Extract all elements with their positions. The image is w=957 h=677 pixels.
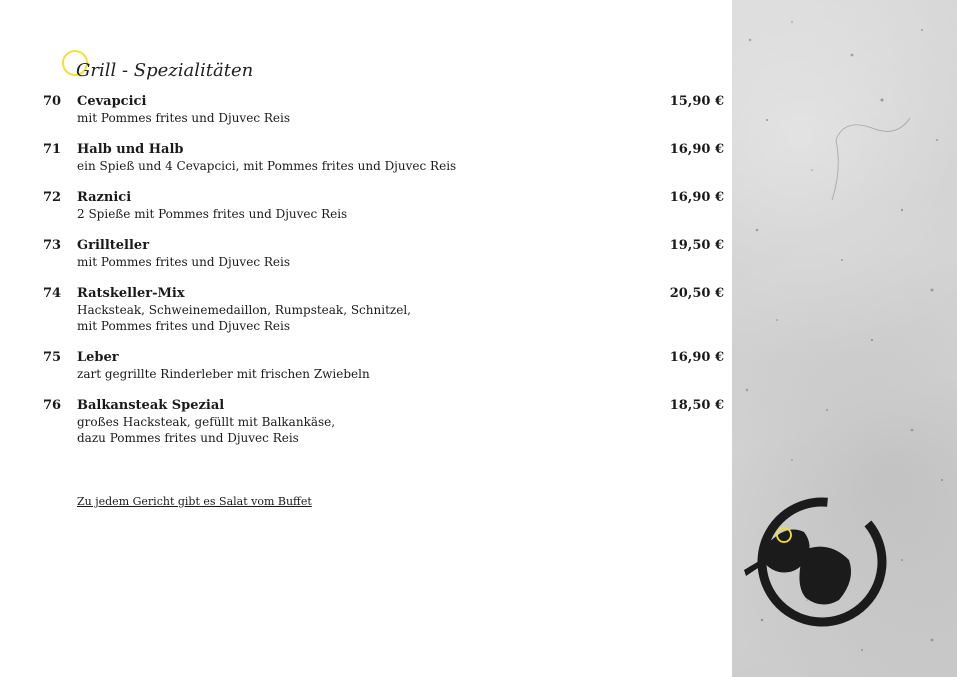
item-number: 74 — [43, 286, 62, 301]
item-name: Ratskeller-Mix — [77, 286, 185, 301]
item-number: 76 — [43, 398, 62, 413]
item-name: Halb und Halb — [77, 142, 184, 157]
item-price: 16,90 € — [669, 142, 724, 157]
concrete-side-panel — [732, 0, 957, 677]
item-price: 15,90 € — [669, 94, 724, 109]
item-description: großes Hacksteak, gefüllt mit Balkankäse, dazu Pommes frites und Djuvec Reis — [77, 415, 336, 445]
item-description: 2 Spieße mit Pommes frites und Djuvec Reis — [77, 207, 348, 221]
item-name: Leber — [77, 350, 119, 365]
item-price: 16,90 € — [669, 190, 724, 205]
menu-title: Grill - Spezialitäten — [76, 60, 254, 81]
item-number: 70 — [43, 94, 62, 109]
item-description: mit Pommes frites und Djuvec Reis — [77, 111, 290, 125]
item-name: Balkansteak Spezial — [77, 398, 225, 413]
item-price: 20,50 € — [669, 286, 724, 301]
item-description: mit Pommes frites und Djuvec Reis — [77, 255, 290, 269]
item-number: 71 — [43, 142, 62, 157]
item-number: 72 — [43, 190, 62, 205]
item-price: 16,90 € — [669, 350, 724, 365]
item-name: Cevapcici — [77, 94, 147, 109]
item-name: Grillteller — [77, 238, 150, 253]
item-number: 75 — [43, 350, 62, 365]
item-description: zart gegrillte Rinderleber mit frischen Zwiebeln — [77, 367, 370, 381]
footnote: Zu jedem Gericht gibt es Salat vom Buffet — [77, 495, 312, 508]
item-number: 73 — [43, 238, 62, 253]
item-price: 19,50 € — [669, 238, 724, 253]
knight-dragon-logo-icon — [734, 490, 894, 640]
item-name: Raznici — [77, 190, 132, 205]
item-description: Hacksteak, Schweinemedaillon, Rumpsteak, Schnitzel, mit Pommes frites und Djuvec Reis — [77, 303, 411, 333]
item-description: ein Spieß und 4 Cevapcici, mit Pommes frites und Djuvec Reis — [77, 159, 457, 173]
item-price: 18,50 € — [669, 398, 724, 413]
